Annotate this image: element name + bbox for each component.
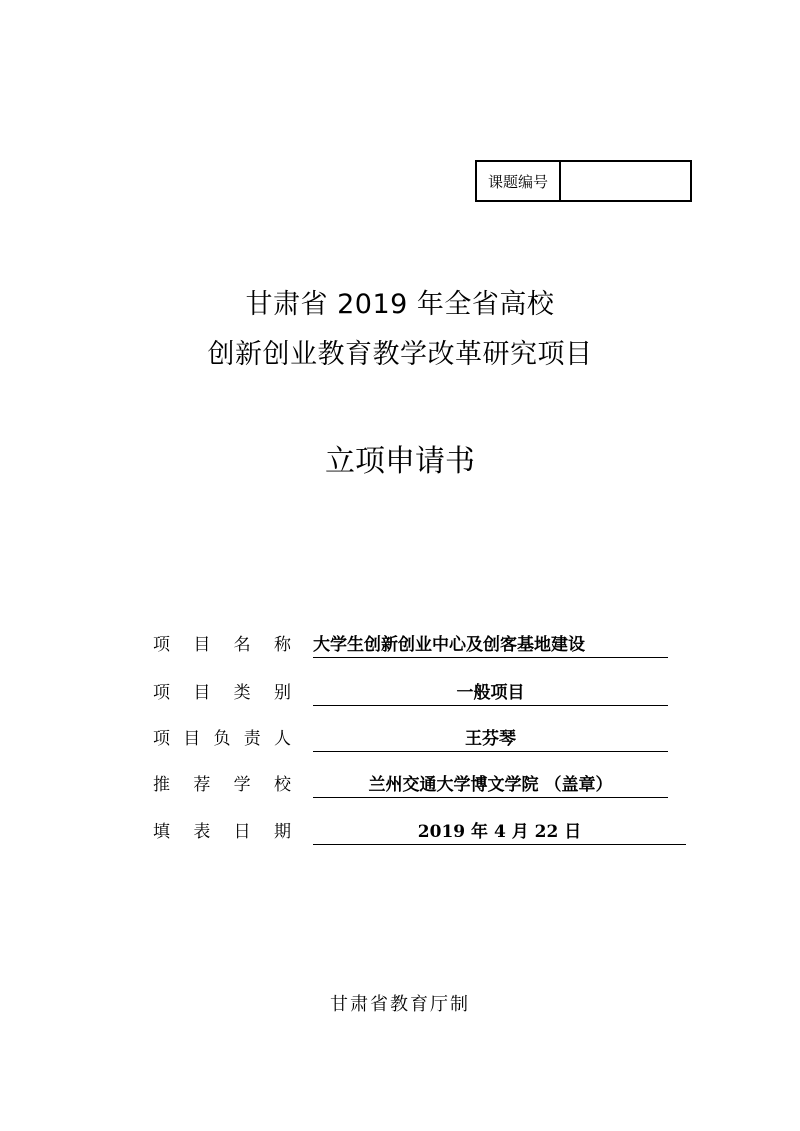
field-fill-date [153,815,686,845]
field-project-name [153,628,668,658]
field-project-leader [153,722,668,752]
document-title-line-1: 甘肃省 2019 年全省高校 [245,289,555,320]
field-label: 项 目 名 称 [153,635,293,655]
field-label: 项目负责人 [153,729,293,749]
field-label: 项 目 类 别 [153,683,293,703]
field-value[interactable]: 2019 年 4 月 22 日 [313,820,686,845]
field-label: 填 表 日 期 [153,822,293,842]
project-code-label: 课题编号 [477,162,561,200]
project-code-value[interactable] [561,162,690,200]
field-label: 推 荐 学 校 [153,775,293,795]
project-code-box [475,160,692,202]
field-value[interactable]: 王芬琴 [313,727,668,752]
document-title-line-2: 创新创业教育教学改革研究项目 [207,339,593,370]
issuer-text: 甘肃省教育厅制 [330,994,470,1015]
field-project-category [153,676,668,706]
field-value[interactable]: 兰州交通大学博文学院 （盖章） [313,773,668,798]
document-type-title: 立项申请书 [325,444,475,479]
field-recommending-school [153,768,668,798]
field-value[interactable]: 大学生创新创业中心及创客基地建设 [313,633,668,658]
field-value[interactable]: 一般项目 [313,681,668,706]
